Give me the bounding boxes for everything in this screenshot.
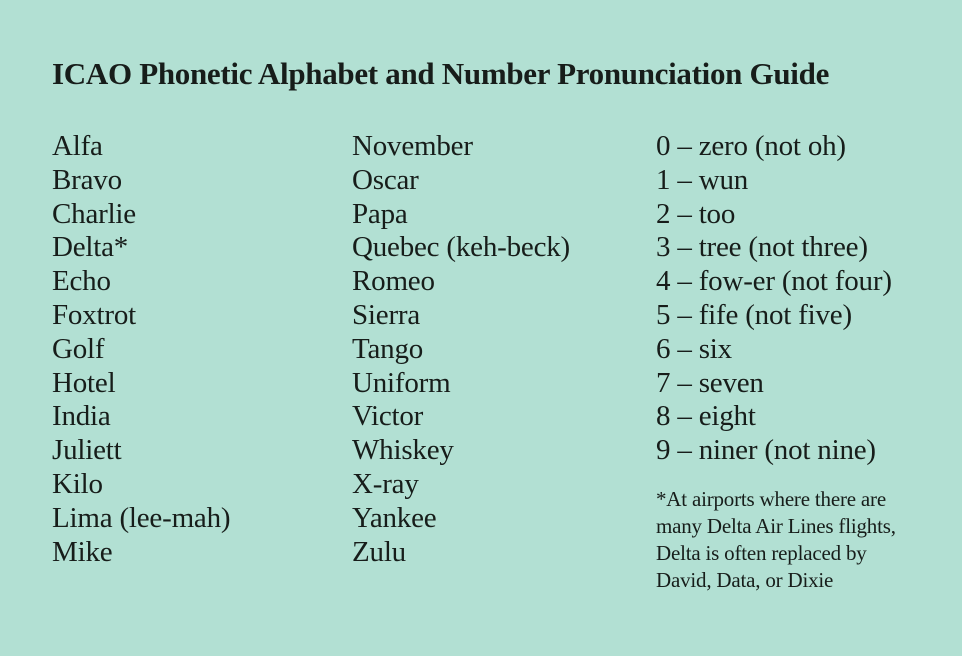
phonetic-letter-item: Whiskey bbox=[352, 434, 454, 467]
number-pronunciation-item: 4 – fow-er (not four) bbox=[656, 265, 892, 298]
phonetic-letter-item: November bbox=[352, 130, 473, 162]
page-title: ICAO Phonetic Alphabet and Number Pronunciation Guide bbox=[52, 56, 830, 91]
phonetic-letter-item: Bravo bbox=[52, 163, 122, 196]
phonetic-letter-item: Romeo bbox=[352, 265, 435, 298]
phonetic-letter-item: Uniform bbox=[352, 366, 451, 399]
number-pronunciation-item: 2 – too bbox=[656, 197, 736, 230]
number-pronunciation-item: 5 – fife (not five) bbox=[656, 298, 852, 331]
phonetic-letter-item: Victor bbox=[352, 400, 424, 433]
footnote-line: David, Data, or Dixie bbox=[656, 568, 834, 592]
phonetic-letter-item: Mike bbox=[52, 535, 113, 568]
footnote-line: Delta is often replaced by bbox=[656, 541, 867, 565]
phonetic-letter-item: Papa bbox=[352, 197, 408, 230]
phonetic-letter-item: Kilo bbox=[52, 467, 103, 500]
phonetic-letter-item: Juliett bbox=[52, 434, 122, 467]
letters-a-m-column bbox=[52, 130, 230, 569]
phonetic-letter-item: Golf bbox=[52, 332, 105, 365]
delta-footnote bbox=[656, 486, 896, 594]
number-pronunciation-item: 9 – niner (not nine) bbox=[656, 434, 876, 467]
footnote-line: *At airports where there are bbox=[656, 487, 886, 511]
phonetic-letter-item: Quebec (keh-beck) bbox=[352, 231, 570, 264]
letters-n-z-column bbox=[352, 130, 570, 569]
phonetic-letter-item: India bbox=[52, 400, 111, 433]
phonetic-letter-item: Sierra bbox=[352, 298, 421, 331]
number-pronunciation-item: 1 – wun bbox=[656, 163, 749, 196]
numbers-column bbox=[656, 130, 892, 468]
phonetic-letter-item: Lima (lee-mah) bbox=[52, 501, 231, 534]
footnote-line: many Delta Air Lines flights, bbox=[656, 514, 896, 538]
phonetic-letter-item: Echo bbox=[52, 265, 111, 298]
number-pronunciation-item: 8 – eight bbox=[656, 400, 756, 433]
phonetic-letter-item: Oscar bbox=[352, 163, 419, 196]
phonetic-letter-item: X-ray bbox=[352, 467, 419, 500]
phonetic-letter-item: Hotel bbox=[52, 366, 116, 399]
phonetic-letter-item: Alfa bbox=[52, 130, 103, 162]
number-pronunciation-item: 3 – tree (not three) bbox=[656, 231, 868, 264]
number-pronunciation-item: 6 – six bbox=[656, 332, 732, 365]
number-pronunciation-item: 7 – seven bbox=[656, 366, 764, 399]
phonetic-letter-item: Foxtrot bbox=[52, 298, 136, 331]
phonetic-letter-item: Tango bbox=[352, 332, 424, 365]
phonetic-letter-item: Zulu bbox=[352, 535, 406, 568]
phonetic-letter-item: Yankee bbox=[352, 501, 437, 534]
phonetic-letter-item: Delta* bbox=[52, 231, 129, 264]
phonetic-letter-item: Charlie bbox=[52, 197, 136, 230]
number-pronunciation-item: 0 – zero (not oh) bbox=[656, 130, 846, 162]
